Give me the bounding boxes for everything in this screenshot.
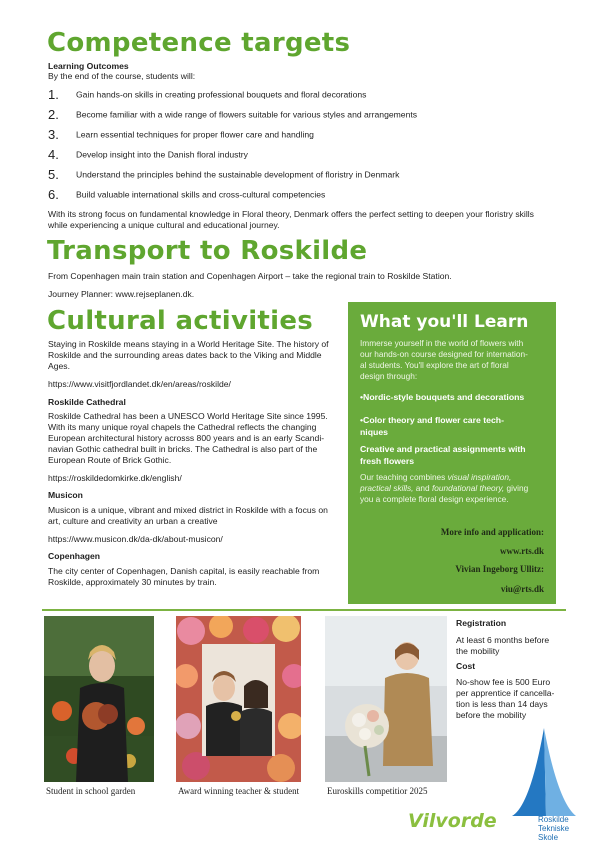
learn-intro-line: al students. You'll explore the art of floral [360,360,509,370]
rts-logo-mark-icon [508,726,578,818]
rts-logo-text: Tekniske [538,824,570,833]
vilvorde-logo: Vilvorde [408,810,497,832]
photo-caption: Award winning teacher & student [178,786,300,796]
photo-euroskills [325,616,447,782]
competence-intro: By the end of the course, students will: [48,71,196,81]
outcome-item: 5. Understand the principles behind the sustainable development of floristry in Denmark [48,166,400,182]
cathedral-text-line: European Route of Brick Gothic. [48,455,172,465]
registration-text-line: At least 6 months before [456,635,550,645]
learn-bullet-creative: Creative and practical assignments with [360,444,526,454]
transport-title: Transport to Roskilde [47,236,368,266]
photo-student-garden [44,616,154,782]
registration-heading: Registration [456,618,507,628]
cathedral-text-line: Roskilde Cathedral has been a UNESCO World Heritage Site since 1995. [48,411,328,421]
cost-heading: Cost [456,661,476,671]
cost-text-line: before the mobility [456,710,527,720]
transport-journey-planner: Journey Planner: www.rejseplanen.dk. [48,289,195,299]
rts-logo-text: Roskilde [538,815,569,824]
outcome-item: 6. Build valuable international skills and cross-cultural competencies [48,186,326,202]
musicon-heading: Musicon [48,490,83,500]
learn-intro-line: our hands-on course designed for internation- [360,349,528,359]
learn-bullet-nordic: •Nordic-style bouquets and decorations [360,392,525,402]
website-link[interactable]: www.rts.dk [499,546,544,556]
roskildedomkirke-link[interactable]: https://roskildedomkirke.dk/english/ [48,473,182,483]
cultural-intro-line: Staying in Roskilde means staying in a World Heritage Site. The history of [48,339,329,349]
photo-award-winning [176,616,301,782]
cathedral-text-line: navian Gothic cathedral built in bricks. The Cathedral is also part of the [48,444,318,454]
learn-teaching-line: Our teaching combines visual inspiration, [360,472,512,482]
copenhagen-text-line: Roskilde, approximately 30 minutes by train. [48,577,217,587]
learn-bullet-creative: fresh flowers [360,456,415,466]
contact-name: Vivian Ingeborg Ullitz: [455,564,544,574]
photo-caption: Student in school garden [46,786,136,796]
learning-outcomes-subtitle: Learning Outcomes [48,61,129,71]
outcome-item: 3. Learn essential techniques for proper flower care and handling [48,126,314,142]
cost-text-line: tion is less than 14 days [456,699,548,709]
rts-logo [508,726,578,844]
cost-text-line: No-show fee is 500 Euro [456,677,551,687]
photo-caption: Euroskills competitior 2025 [327,786,428,796]
cathedral-heading: Roskilde Cathedral [48,397,126,407]
section-divider [42,609,566,611]
musicon-text-line: Musicon is a unique, vibrant and mixed district in Roskilde with a focus on [48,505,328,515]
learn-teaching-line: you a complete floral design experience. [360,494,509,504]
outcome-item: 1. Gain hands-on skills in creating professional bouquets and floral decorations [48,86,367,102]
learn-bullet-color: niques [360,427,388,437]
cathedral-text-line: European architectural history acrosss 800 years and is an early Scandi- [48,433,325,443]
competence-closing-line2: while experiencing a unique cultural and educational journey. [48,220,280,230]
visitfjordlandet-link[interactable]: https://www.visitfjordlandet.dk/en/areas/roskilde/ [48,379,231,389]
cultural-title: Cultural activities [47,306,314,336]
contact-email-link[interactable]: viu@rts.dk [500,584,544,594]
transport-line1: From Copenhagen main train station and Copenhagen Airport – take the regional train to Roskilde Station. [48,271,452,281]
musicon-link[interactable]: https://www.musicon.dk/da-dk/about-musicon/ [48,534,223,544]
competence-closing-line1: With its strong focus on fundamental knowledge in Floral theory, Denmark offers the perfect setting to deepen your floristry skills [48,209,534,219]
outcome-item: 2. Become familiar with a wide range of flowers suitable for various styles and arrangements [48,106,418,122]
copenhagen-heading: Copenhagen [48,551,101,561]
competence-title: Competence targets [47,28,351,58]
rts-logo-text: Skole [538,833,559,842]
learn-title: What you'll Learn [360,312,529,332]
outcome-item: 4. Develop insight into the Danish floral industry [48,146,248,162]
registration-text-line: the mobility [456,646,500,656]
cultural-intro-line: Ages. [48,361,70,371]
what-youll-learn-box [348,302,556,604]
musicon-text-line: art, culture and creativity an urban a creative [48,516,218,526]
learn-bullet-color: •Color theory and flower care tech- [360,415,505,425]
learn-teaching-line: practical skills, and foundational theory, giving [360,483,529,493]
more-info-label: More info and application: [440,527,544,537]
cost-text-line: per apprentice if cancella- [456,688,555,698]
copenhagen-text-line: The city center of Copenhagen, Danish capital, is easily reachable from [48,566,320,576]
learn-intro-line: Immerse yourself in the world of flowers with [360,338,524,348]
cultural-intro-line: Roskilde and the surrounding areas dates back to the Viking and Middle [48,350,322,360]
learn-intro-line: design through: [360,371,418,381]
cathedral-text-line: With its many unique royal chapels the Cathedral reflects the changing [48,422,317,432]
